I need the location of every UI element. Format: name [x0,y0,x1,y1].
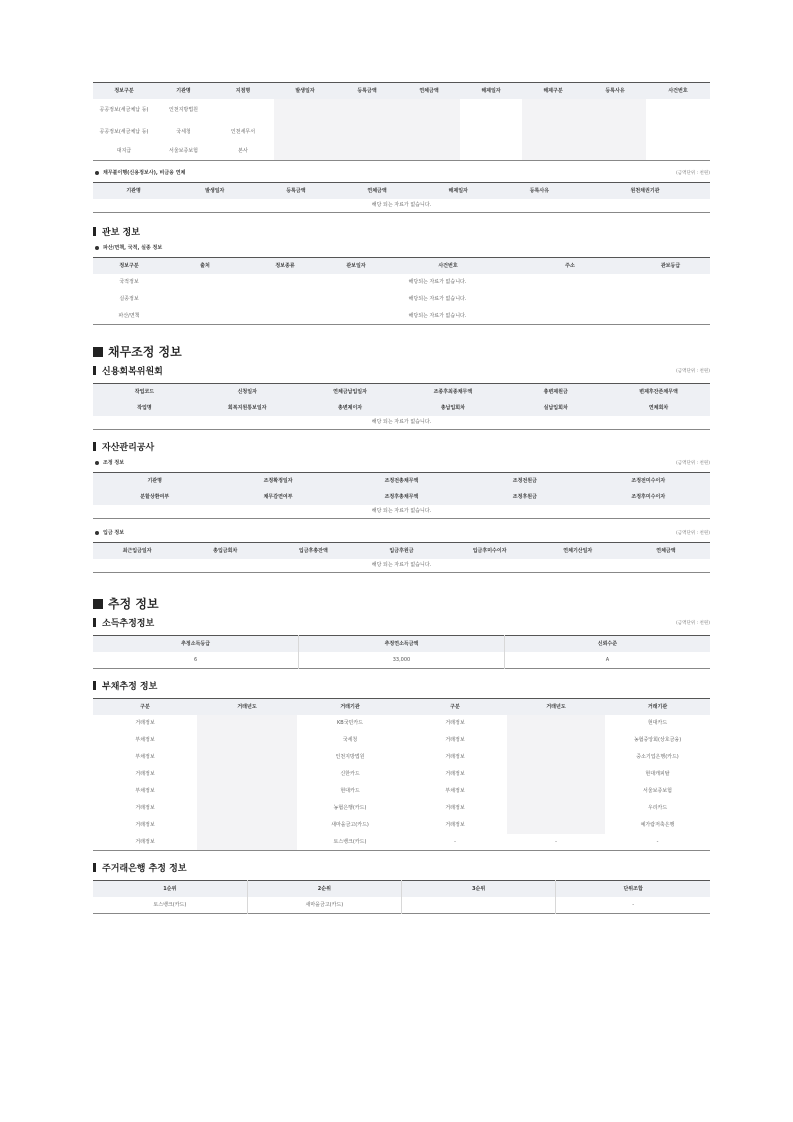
table-cell: 거래정보 [445,754,465,760]
column-header: 발생일자 [174,183,255,199]
redacted-cell [197,715,297,732]
table-header-row [93,258,710,274]
column-header: 총입금회차 [181,543,269,559]
table-row [93,783,710,800]
column-header: 해제구분 [522,83,584,99]
redacted-cell [274,99,336,121]
table-cell [212,99,274,121]
court-section-title: 관보 정보 [93,225,710,238]
table-row [93,308,710,325]
column-header: 2순위 [247,881,401,897]
column-header: 기관명 [155,83,212,99]
table-cell: 새마을금고(카드) [331,822,369,828]
table-row [93,715,710,732]
table-cell: 인천지방법원 [169,106,198,113]
table-cell: 대지급 [116,148,132,155]
column-header: 단위조합 [556,881,710,897]
column-header: 정보구분 [93,83,155,99]
redacted-cell [507,783,605,800]
redacted-cell [336,121,398,143]
table-cell: 거래정보 [135,805,155,811]
table-cell: 국세청 [342,737,358,743]
table-header-row [93,881,710,897]
redacted-cell [522,121,584,143]
table-header-row [93,543,710,559]
table-cell [460,143,522,161]
table-cell [646,121,710,143]
column-header: 조정후총채무액 [340,489,463,505]
table-header-row [93,636,710,652]
court-table [93,257,710,325]
ccrs-header [93,364,710,377]
column-header: 총납입회차 [401,400,504,416]
table-row [93,749,710,766]
column-header: 연체기산일자 [534,543,622,559]
income-table [93,635,710,669]
table-cell: 현대카드 [340,788,360,794]
redacted-cell [197,834,297,851]
empty-row [93,199,710,213]
empty-message: 해당 되는 자료가 없습니다. [371,508,432,515]
redacted-cell [274,143,336,161]
table-cell: - [656,838,659,845]
table-header-row [93,473,710,489]
redacted-cell [398,121,460,143]
table-row [93,652,710,669]
column-header: 변제후잔존채무액 [607,384,710,400]
column-header: 조정전원금 [463,473,586,489]
kamco-title: 자산관리공사 [93,440,710,453]
column-header: 1순위 [93,881,247,897]
column-header: 관보등급 [631,258,710,274]
table-row [93,834,710,851]
bullet-icon [95,461,99,465]
column-header: 조정후원금 [463,489,586,505]
table-cell: 거래정보 [445,720,465,726]
redacted-cell [507,800,605,817]
table-cell [646,99,710,121]
empty-message: 해당되는 자료가 없습니다. [408,296,467,302]
column-header: 사건번호 [646,83,710,99]
income-header [93,616,710,629]
redacted-cell [197,749,297,766]
column-header: 신청일자 [196,384,299,400]
empty-message: 해당되는 자료가 없습니다. [408,279,467,285]
guarantee-table [93,182,710,213]
redacted-cell [522,143,584,161]
rank-3-value [402,897,556,914]
table-header-row [93,384,710,400]
empty-row [93,505,710,519]
main-bank-title: 주거래은행 추정 정보 [93,861,710,874]
column-header: 입금후미수이자 [446,543,534,559]
column-header: 구분 [93,699,197,715]
table-row [93,99,710,121]
empty-row [93,416,710,430]
section-bar-icon [93,227,96,236]
table-cell: 국적정보 [119,279,139,285]
table-cell: 부채정보 [445,788,465,794]
column-header: 출처 [165,258,245,274]
table-cell [460,121,522,143]
bullet-icon [95,171,99,175]
column-header: 총변제원금 [504,384,607,400]
section-bar-icon [93,863,96,872]
empty-message: 해당 되는 자료가 없습니다. [371,419,432,426]
column-header: 원천채권기관 [580,183,710,199]
income-title: 소득추정정보 [93,616,154,629]
empty-message: 해당되는 자료가 없습니다. [408,312,467,319]
table-cell: 거래정보 [135,838,155,845]
redacted-cell [584,99,646,121]
table-cell: 서울보증보험 [169,148,198,155]
amount-unit: (금액단위 : 천원) [676,460,710,466]
table-row [93,817,710,834]
amount-unit: (금액단위 : 천원) [676,530,710,536]
table-header-row [93,83,710,99]
income-grade-value: 6 [93,652,299,669]
column-header: 3순위 [402,881,556,897]
column-header: 해제일자 [460,83,522,99]
table-row [93,143,710,161]
section-bar-icon [93,618,96,627]
column-header: 구분 [403,699,507,715]
redacted-cell [584,143,646,161]
column-header: 작업명 [93,400,196,416]
table-cell: 본사 [238,148,248,155]
redacted-cell [274,121,336,143]
column-header: 실납입회차 [504,400,607,416]
column-header: 회복지원통보일자 [196,400,299,416]
table-cell: 거래정보 [445,737,465,743]
section-square-icon [93,599,103,609]
column-header: 지점명 [212,83,274,99]
table-header-row [93,699,710,715]
column-header: 조정전미수이자 [587,473,710,489]
column-header: 조정확정일자 [216,473,339,489]
table-header-row [93,489,710,505]
empty-message: 해당 되는 자료가 없습니다. [371,562,432,569]
table-header-row [93,183,710,199]
redacted-cell [197,732,297,749]
amount-unit: (금액단위 : 천원) [676,368,710,374]
column-header: 관보일자 [325,258,387,274]
redacted-cell [197,817,297,834]
column-header: 입금후원금 [357,543,445,559]
table-row [93,732,710,749]
redacted-cell [522,99,584,121]
table-cell: 거래정보 [445,805,465,811]
table-cell: 중소기업은행(카드) [636,754,679,760]
table-cell: 공공정보(세금체납 등) [99,128,149,135]
table-cell: 서울보증보험 [643,788,672,794]
redacted-cell [507,732,605,749]
column-header: 기관명 [93,183,174,199]
column-header: 연체회차 [607,400,710,416]
table-cell: 거래정보 [135,771,155,777]
table-cell: 농협중앙회(상호금융) [633,737,682,743]
income-amount-value: 33,000 [299,652,505,669]
table-cell: 부채정보 [135,754,155,760]
empty-row [93,559,710,573]
column-header: 연체금납입일자 [299,384,402,400]
debt-estimate-title: 부채추정 정보 [93,679,710,692]
table-cell [646,143,710,161]
amount-unit: (금액단위 : 천원) [676,620,710,626]
column-header: 정보구분 [93,258,165,274]
amount-unit: (금액단위 : 천원) [676,170,710,176]
bullet-icon [95,246,99,250]
public-info-table [93,82,710,161]
table-cell: KB국민카드 [336,720,364,726]
column-header: 해제일자 [418,183,499,199]
redacted-cell [398,143,460,161]
table-row [93,800,710,817]
column-header: 조종후최종채무액 [401,384,504,400]
table-cell: 거래정보 [135,822,155,828]
column-header: 거래년도 [197,699,297,715]
kamco-adjust-subtitle: 조정 정보 (금액단위 : 천원) [95,459,710,466]
kamco-adjust-table [93,472,710,519]
table-cell: 예가람저축은행 [640,822,675,828]
redacted-cell [197,766,297,783]
union-value: - [632,901,635,908]
section-bar-icon [93,442,96,451]
column-header: 등록사유 [584,83,646,99]
section-square-icon [93,347,103,357]
table-cell: 현대카드 [647,720,668,726]
table-cell: 거래정보 [135,720,155,726]
empty-message: 해당 되는 자료가 없습니다. [371,202,432,209]
table-row [93,274,710,291]
column-header: 연체금액 [622,543,710,559]
column-header: 최근입금일자 [93,543,181,559]
guarantee-subtitle: 채무불이행(신용정보사), 비금융 연체 (금액단위 : 천원) [95,169,710,176]
redacted-cell [336,143,398,161]
column-header: 발생일자 [274,83,336,99]
table-row [93,766,710,783]
column-header: 채무감면여부 [216,489,339,505]
table-cell: 거래정보 [445,771,465,777]
column-header: 사건번호 [387,258,509,274]
table-cell: 인천세무서 [230,128,256,135]
redacted-cell [197,800,297,817]
table-cell: 거래정보 [445,822,465,828]
table-cell: 파산/면책 [118,312,140,319]
column-header: 등록금액 [336,83,398,99]
rank-2-value: 새마을금고(카드) [247,897,401,914]
column-header: 연체금액 [398,83,460,99]
table-cell: 현대캐피탈 [645,771,670,777]
ccrs-table [93,383,710,430]
column-header: 연체금액 [336,183,417,199]
column-header: 입금후총잔액 [269,543,357,559]
column-header: 총변제이자 [299,400,402,416]
column-header: 분할상환여부 [93,489,216,505]
column-header: 신뢰수준 [504,636,710,652]
ccrs-title: 신용회복위원회 [93,364,163,377]
table-cell: - [555,838,557,845]
table-cell: 실종정보 [119,296,139,302]
rank-1-value: 토스뱅크(카드) [93,897,247,914]
bullet-icon [95,531,99,535]
table-row [93,121,710,143]
redacted-cell [336,99,398,121]
column-header: 조정후미수이자 [587,489,710,505]
column-header: 추정연소득금액 [299,636,505,652]
section-bar-icon [93,681,96,690]
table-cell: 공공정보(세금체납 등) [99,106,149,113]
table-cell: 국세청 [176,128,191,135]
main-bank-table [93,880,710,914]
redacted-cell [507,715,605,732]
table-cell: 우리카드 [647,805,668,811]
court-subtitle: 파산/면책, 국적, 실종 정보 [95,244,710,251]
table-cell: 신한카드 [340,771,360,777]
table-cell: 부채정보 [135,788,155,794]
estimate-title: 추정 정보 [93,595,710,612]
redacted-cell [197,783,297,800]
table-cell: 부채정보 [135,737,155,743]
table-row [93,897,710,914]
column-header: 등록금액 [255,183,336,199]
table-row [93,291,710,308]
redacted-cell [584,121,646,143]
redacted-cell [398,99,460,121]
debt-estimate-table [93,698,710,851]
table-header-row [93,400,710,416]
redacted-cell [507,749,605,766]
table-cell: 토스뱅크(카드) [333,838,367,845]
kamco-payment-table [93,542,710,573]
table-cell [460,99,522,121]
credit-report-page [93,82,710,914]
column-header: 추정소득등급 [93,636,299,652]
column-header: 조정전총채무액 [340,473,463,489]
column-header: 거래기관 [605,699,710,715]
column-header: 정보종류 [245,258,325,274]
confidence-value: A [605,656,610,663]
column-header: 등록사유 [499,183,580,199]
redacted-cell [507,766,605,783]
debt-adjust-title: 채무조정 정보 [93,343,710,360]
section-bar-icon [93,366,96,375]
column-header: 거래기관 [297,699,403,715]
column-header: 기관명 [93,473,216,489]
table-cell: - [454,838,456,845]
table-cell: 인천지방법원 [335,754,365,760]
column-header: 작업코드 [93,384,196,400]
column-header: 거래년도 [507,699,605,715]
redacted-cell [507,817,605,834]
kamco-payment-subtitle: 입금 정보 (금액단위 : 천원) [95,529,710,536]
column-header: 주소 [509,258,631,274]
table-cell: 농협은행(카드) [333,805,367,811]
